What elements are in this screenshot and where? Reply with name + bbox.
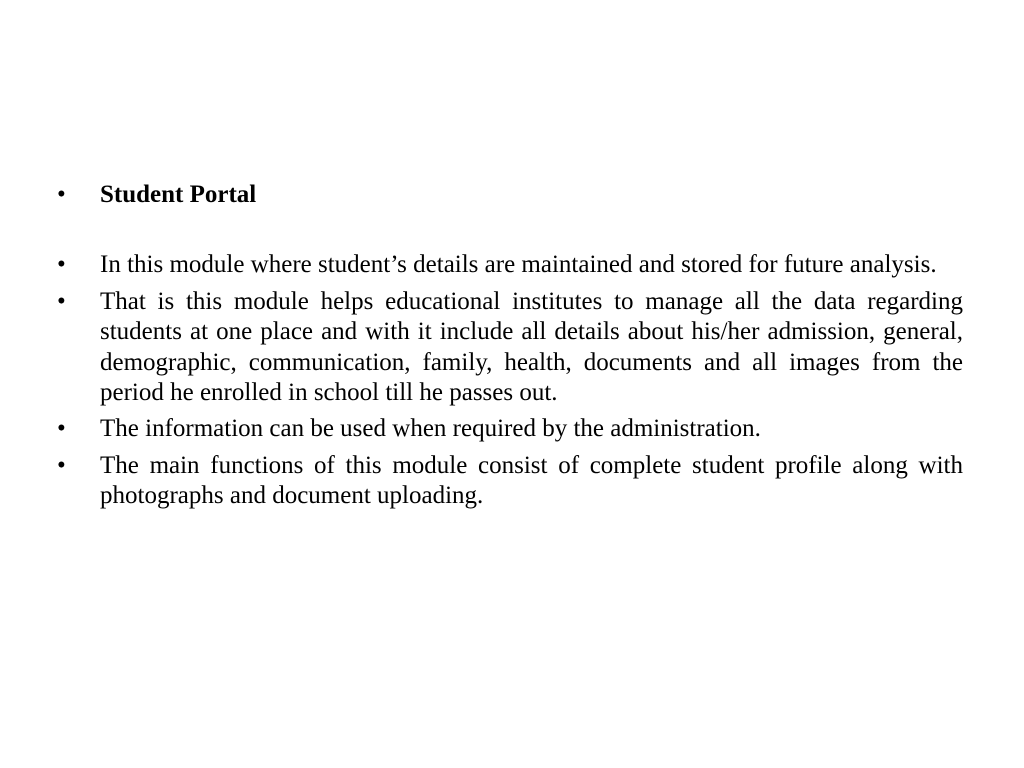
bullet-text: The information can be used when required by the administration. — [100, 415, 761, 443]
bullet-item — [57, 287, 963, 409]
bullet-item — [57, 451, 963, 512]
bullet-item-heading — [57, 180, 963, 210]
bullet-list — [57, 180, 963, 518]
bullet-dot: • — [57, 415, 66, 443]
bullet-dot: • — [57, 287, 66, 315]
bullet-dot: • — [57, 181, 66, 208]
bullet-dot: • — [57, 451, 66, 479]
bullet-text: In this module where student’s details are maintained and stored for future analysis. — [100, 251, 937, 279]
slide-heading: Student Portal — [100, 181, 257, 208]
bullet-item — [57, 414, 963, 444]
bullet-item — [57, 250, 963, 280]
bullet-text: That is this module helps educational institutes to manage all the data regarding students at one place and with it include all details about his/her admission, general, demographic, communication, family, health, documents and all images from the period he enrolled in school till he passes out. — [100, 287, 963, 407]
bullet-text: The main functions of this module consist of complete student profile along with photographs and document uploading. — [100, 451, 963, 510]
bullet-dot: • — [57, 251, 66, 279]
